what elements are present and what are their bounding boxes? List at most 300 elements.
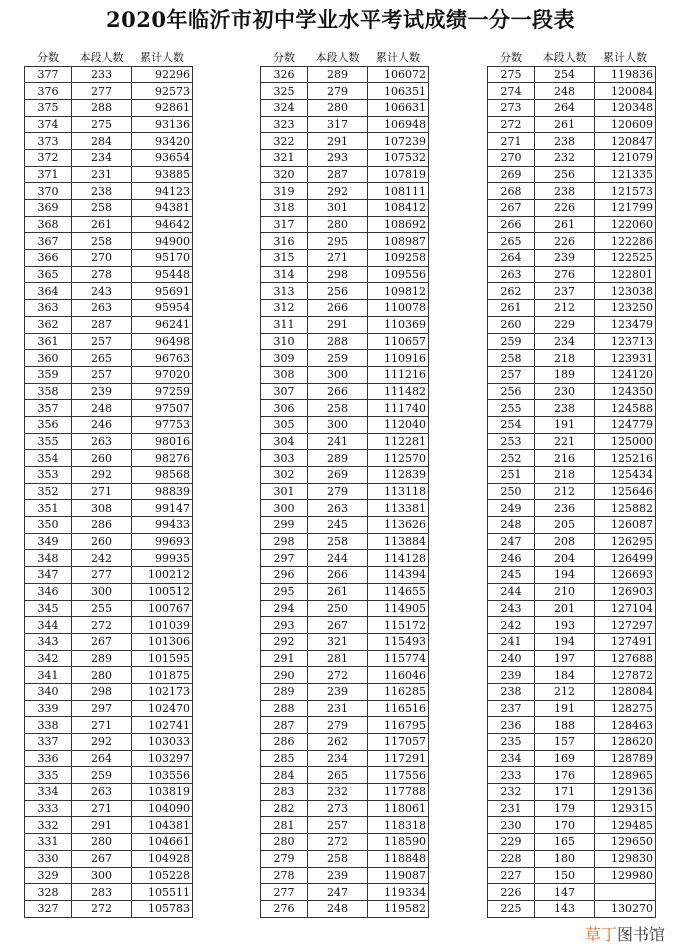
table-row bbox=[261, 467, 429, 484]
cell-score: 296 bbox=[261, 567, 308, 584]
cell-segment-count: 272 bbox=[72, 900, 132, 917]
table-row bbox=[261, 450, 429, 467]
cell-cumulative-count bbox=[595, 884, 656, 901]
header-segment-count: 本段人数 bbox=[542, 51, 587, 65]
page-title: 2020年临沂市初中学业水平考试成绩一分一段表 bbox=[106, 7, 575, 32]
cell-cumulative-count: 125434 bbox=[595, 467, 656, 484]
cell-score: 367 bbox=[25, 233, 72, 250]
cell-segment-count: 243 bbox=[72, 283, 132, 300]
table-row bbox=[261, 583, 429, 600]
cell-segment-count: 265 bbox=[308, 767, 368, 784]
table-row bbox=[488, 433, 656, 450]
cell-score: 239 bbox=[488, 667, 535, 684]
cell-score: 244 bbox=[488, 583, 535, 600]
cell-cumulative-count: 102741 bbox=[132, 717, 193, 734]
cell-score: 326 bbox=[261, 66, 308, 83]
cell-segment-count: 272 bbox=[72, 617, 132, 634]
cell-cumulative-count: 103556 bbox=[132, 767, 193, 784]
cell-cumulative-count: 93136 bbox=[132, 116, 193, 133]
header-cumulative-count: 累计人数 bbox=[140, 51, 184, 65]
table-row bbox=[261, 884, 429, 901]
table-row bbox=[261, 99, 429, 116]
table-row bbox=[261, 433, 429, 450]
cell-score: 350 bbox=[25, 517, 72, 534]
table-row bbox=[25, 116, 193, 133]
cell-cumulative-count: 118061 bbox=[368, 800, 429, 817]
cell-cumulative-count: 117057 bbox=[368, 734, 429, 751]
cell-segment-count: 238 bbox=[535, 400, 595, 417]
cell-cumulative-count: 102173 bbox=[132, 683, 193, 700]
cell-cumulative-count: 124588 bbox=[595, 400, 656, 417]
cell-score: 329 bbox=[25, 867, 72, 884]
cell-cumulative-count: 118590 bbox=[368, 834, 429, 851]
cell-cumulative-count: 128620 bbox=[595, 734, 656, 751]
cell-score: 336 bbox=[25, 750, 72, 767]
cell-cumulative-count: 123038 bbox=[595, 283, 656, 300]
table-row bbox=[261, 116, 429, 133]
cell-cumulative-count: 127872 bbox=[595, 667, 656, 684]
cell-cumulative-count: 104381 bbox=[132, 817, 193, 834]
cell-cumulative-count: 117291 bbox=[368, 750, 429, 767]
score-table-1 bbox=[24, 50, 193, 918]
cell-cumulative-count: 118848 bbox=[368, 850, 429, 867]
cell-score: 302 bbox=[261, 467, 308, 484]
cell-segment-count: 254 bbox=[535, 66, 595, 83]
table-row bbox=[261, 266, 429, 283]
cell-cumulative-count: 129136 bbox=[595, 784, 656, 801]
table-row bbox=[261, 900, 429, 917]
cell-segment-count: 179 bbox=[535, 800, 595, 817]
score-table-3 bbox=[487, 50, 656, 918]
cell-segment-count: 279 bbox=[308, 483, 368, 500]
cell-score: 362 bbox=[25, 316, 72, 333]
table-row bbox=[25, 216, 193, 233]
cell-cumulative-count: 94381 bbox=[132, 200, 193, 217]
cell-score: 230 bbox=[488, 817, 535, 834]
cell-segment-count: 267 bbox=[72, 850, 132, 867]
cell-score: 243 bbox=[488, 600, 535, 617]
cell-score: 293 bbox=[261, 617, 308, 634]
cell-segment-count: 212 bbox=[535, 300, 595, 317]
cell-segment-count: 197 bbox=[535, 650, 595, 667]
cell-cumulative-count: 93654 bbox=[132, 149, 193, 166]
cell-cumulative-count: 97507 bbox=[132, 400, 193, 417]
cell-score: 319 bbox=[261, 183, 308, 200]
table-row bbox=[25, 667, 193, 684]
cell-segment-count: 267 bbox=[72, 633, 132, 650]
table-row bbox=[25, 250, 193, 267]
table-row bbox=[488, 867, 656, 884]
table-row bbox=[261, 800, 429, 817]
table-row bbox=[488, 834, 656, 851]
cell-segment-count: 242 bbox=[72, 550, 132, 567]
table-row bbox=[488, 350, 656, 367]
cell-score: 333 bbox=[25, 800, 72, 817]
cell-cumulative-count: 123479 bbox=[595, 316, 656, 333]
cell-segment-count: 300 bbox=[72, 583, 132, 600]
cell-score: 305 bbox=[261, 416, 308, 433]
cell-cumulative-count: 124779 bbox=[595, 416, 656, 433]
cell-segment-count: 258 bbox=[308, 850, 368, 867]
cell-score: 236 bbox=[488, 717, 535, 734]
cell-segment-count: 189 bbox=[535, 366, 595, 383]
table-row bbox=[25, 133, 193, 150]
cell-score: 232 bbox=[488, 784, 535, 801]
table-row bbox=[261, 149, 429, 166]
cell-cumulative-count: 128965 bbox=[595, 767, 656, 784]
cell-score: 289 bbox=[261, 683, 308, 700]
cell-segment-count: 170 bbox=[535, 817, 595, 834]
table-row bbox=[488, 800, 656, 817]
cell-segment-count: 258 bbox=[308, 400, 368, 417]
table-row bbox=[488, 383, 656, 400]
cell-segment-count: 262 bbox=[308, 734, 368, 751]
cell-cumulative-count: 126499 bbox=[595, 550, 656, 567]
cell-score: 274 bbox=[488, 83, 535, 100]
table-row bbox=[25, 450, 193, 467]
cell-segment-count: 150 bbox=[535, 867, 595, 884]
table-row bbox=[488, 366, 656, 383]
cell-cumulative-count: 96498 bbox=[132, 333, 193, 350]
cell-score: 361 bbox=[25, 333, 72, 350]
cell-segment-count: 292 bbox=[72, 734, 132, 751]
cell-segment-count: 283 bbox=[72, 884, 132, 901]
cell-segment-count: 188 bbox=[535, 717, 595, 734]
cell-segment-count: 298 bbox=[308, 266, 368, 283]
cell-segment-count: 229 bbox=[535, 316, 595, 333]
table-row bbox=[488, 250, 656, 267]
cell-cumulative-count: 128275 bbox=[595, 700, 656, 717]
header-cumulative-count: 累计人数 bbox=[603, 51, 647, 65]
cell-cumulative-count: 98839 bbox=[132, 483, 193, 500]
cell-segment-count: 180 bbox=[535, 850, 595, 867]
cell-segment-count: 288 bbox=[308, 333, 368, 350]
table-row bbox=[25, 183, 193, 200]
table-row bbox=[488, 700, 656, 717]
cell-cumulative-count: 116046 bbox=[368, 667, 429, 684]
cell-segment-count: 292 bbox=[72, 467, 132, 484]
cell-score: 341 bbox=[25, 667, 72, 684]
table-row bbox=[488, 633, 656, 650]
watermark-logo bbox=[583, 922, 667, 945]
cell-score: 287 bbox=[261, 717, 308, 734]
cell-segment-count: 273 bbox=[308, 800, 368, 817]
table-row bbox=[25, 717, 193, 734]
cell-segment-count: 256 bbox=[535, 166, 595, 183]
cell-cumulative-count: 106351 bbox=[368, 83, 429, 100]
cell-cumulative-count: 102470 bbox=[132, 700, 193, 717]
cell-segment-count: 231 bbox=[72, 166, 132, 183]
cell-cumulative-count: 128463 bbox=[595, 717, 656, 734]
cell-score: 238 bbox=[488, 683, 535, 700]
cell-segment-count: 212 bbox=[535, 683, 595, 700]
cell-segment-count: 239 bbox=[535, 250, 595, 267]
table-row bbox=[488, 683, 656, 700]
table-row bbox=[25, 316, 193, 333]
cell-segment-count: 260 bbox=[72, 533, 132, 550]
cell-segment-count: 143 bbox=[535, 900, 595, 917]
cell-cumulative-count: 99433 bbox=[132, 517, 193, 534]
cell-segment-count: 301 bbox=[308, 200, 368, 217]
cell-segment-count: 201 bbox=[535, 600, 595, 617]
cell-score: 283 bbox=[261, 784, 308, 801]
cell-score: 294 bbox=[261, 600, 308, 617]
cell-score: 306 bbox=[261, 400, 308, 417]
table-row bbox=[488, 617, 656, 634]
cell-score: 351 bbox=[25, 500, 72, 517]
cell-cumulative-count: 126087 bbox=[595, 517, 656, 534]
cell-segment-count: 261 bbox=[535, 116, 595, 133]
cell-cumulative-count: 101306 bbox=[132, 633, 193, 650]
table-row bbox=[25, 683, 193, 700]
cell-segment-count: 292 bbox=[308, 183, 368, 200]
cell-cumulative-count: 112281 bbox=[368, 433, 429, 450]
cell-cumulative-count: 99935 bbox=[132, 550, 193, 567]
cell-segment-count: 291 bbox=[308, 133, 368, 150]
table-row bbox=[25, 416, 193, 433]
table-row bbox=[488, 266, 656, 283]
score-table-2 bbox=[260, 50, 429, 918]
table-row bbox=[25, 850, 193, 867]
cell-score: 300 bbox=[261, 500, 308, 517]
cell-segment-count: 204 bbox=[535, 550, 595, 567]
cell-cumulative-count: 116516 bbox=[368, 700, 429, 717]
cell-cumulative-count: 125216 bbox=[595, 450, 656, 467]
cell-score: 299 bbox=[261, 517, 308, 534]
cell-cumulative-count: 106631 bbox=[368, 99, 429, 116]
cell-cumulative-count: 120847 bbox=[595, 133, 656, 150]
cell-score: 234 bbox=[488, 750, 535, 767]
table-row bbox=[488, 884, 656, 901]
cell-segment-count: 271 bbox=[72, 483, 132, 500]
cell-segment-count: 293 bbox=[308, 149, 368, 166]
cell-cumulative-count: 108987 bbox=[368, 233, 429, 250]
cell-cumulative-count: 97753 bbox=[132, 416, 193, 433]
table-row bbox=[25, 767, 193, 784]
table-row bbox=[25, 333, 193, 350]
table-row bbox=[261, 784, 429, 801]
table-row bbox=[261, 400, 429, 417]
cell-score: 286 bbox=[261, 734, 308, 751]
table-row bbox=[488, 450, 656, 467]
cell-segment-count: 245 bbox=[308, 517, 368, 534]
table-row bbox=[488, 817, 656, 834]
cell-cumulative-count: 126295 bbox=[595, 533, 656, 550]
table-row bbox=[488, 784, 656, 801]
table-row bbox=[488, 734, 656, 751]
cell-segment-count: 266 bbox=[308, 300, 368, 317]
cell-segment-count: 269 bbox=[308, 467, 368, 484]
cell-segment-count: 259 bbox=[308, 350, 368, 367]
table-row bbox=[25, 900, 193, 917]
cell-segment-count: 317 bbox=[308, 116, 368, 133]
table-row bbox=[25, 166, 193, 183]
cell-score: 266 bbox=[488, 216, 535, 233]
table-row bbox=[261, 650, 429, 667]
cell-cumulative-count: 94123 bbox=[132, 183, 193, 200]
cell-segment-count: 226 bbox=[535, 233, 595, 250]
cell-score: 298 bbox=[261, 533, 308, 550]
table-row bbox=[488, 99, 656, 116]
cell-cumulative-count: 106072 bbox=[368, 66, 429, 83]
cell-score: 284 bbox=[261, 767, 308, 784]
cell-score: 356 bbox=[25, 416, 72, 433]
cell-segment-count: 230 bbox=[535, 383, 595, 400]
cell-score: 323 bbox=[261, 116, 308, 133]
table-row bbox=[25, 550, 193, 567]
cell-score: 249 bbox=[488, 500, 535, 517]
cell-score: 316 bbox=[261, 233, 308, 250]
cell-segment-count: 239 bbox=[308, 683, 368, 700]
header-cumulative-count: 累计人数 bbox=[376, 51, 420, 65]
cell-score: 324 bbox=[261, 99, 308, 116]
cell-cumulative-count: 114394 bbox=[368, 567, 429, 584]
cell-segment-count: 212 bbox=[535, 483, 595, 500]
cell-score: 374 bbox=[25, 116, 72, 133]
cell-score: 330 bbox=[25, 850, 72, 867]
cell-score: 258 bbox=[488, 350, 535, 367]
cell-score: 261 bbox=[488, 300, 535, 317]
table-row bbox=[25, 633, 193, 650]
cell-score: 272 bbox=[488, 116, 535, 133]
cell-score: 315 bbox=[261, 250, 308, 267]
cell-score: 358 bbox=[25, 383, 72, 400]
table-row bbox=[261, 350, 429, 367]
cell-cumulative-count: 114905 bbox=[368, 600, 429, 617]
cell-segment-count: 157 bbox=[535, 734, 595, 751]
cell-segment-count: 191 bbox=[535, 416, 595, 433]
table-row bbox=[261, 717, 429, 734]
cell-score: 360 bbox=[25, 350, 72, 367]
table-row bbox=[261, 133, 429, 150]
cell-cumulative-count: 121799 bbox=[595, 200, 656, 217]
cell-segment-count: 256 bbox=[308, 283, 368, 300]
table-row bbox=[25, 99, 193, 116]
table-row bbox=[261, 517, 429, 534]
table-row bbox=[261, 216, 429, 233]
table-row bbox=[25, 366, 193, 383]
table-row bbox=[25, 66, 193, 83]
cell-segment-count: 221 bbox=[535, 433, 595, 450]
cell-segment-count: 250 bbox=[308, 600, 368, 617]
cell-segment-count: 289 bbox=[72, 650, 132, 667]
cell-score: 245 bbox=[488, 567, 535, 584]
cell-segment-count: 238 bbox=[535, 133, 595, 150]
cell-score: 304 bbox=[261, 433, 308, 450]
table-row bbox=[261, 834, 429, 851]
table-row bbox=[25, 750, 193, 767]
table-row bbox=[488, 316, 656, 333]
cell-segment-count: 284 bbox=[72, 133, 132, 150]
cell-score: 338 bbox=[25, 717, 72, 734]
cell-segment-count: 238 bbox=[72, 183, 132, 200]
cell-cumulative-count: 128789 bbox=[595, 750, 656, 767]
cell-score: 277 bbox=[261, 884, 308, 901]
cell-segment-count: 261 bbox=[308, 583, 368, 600]
cell-score: 375 bbox=[25, 99, 72, 116]
cell-cumulative-count: 123931 bbox=[595, 350, 656, 367]
cell-score: 327 bbox=[25, 900, 72, 917]
cell-cumulative-count: 92573 bbox=[132, 83, 193, 100]
cell-score: 322 bbox=[261, 133, 308, 150]
table-row bbox=[25, 83, 193, 100]
cell-segment-count: 165 bbox=[535, 834, 595, 851]
cell-segment-count: 279 bbox=[308, 717, 368, 734]
cell-segment-count: 280 bbox=[308, 99, 368, 116]
cell-score: 253 bbox=[488, 433, 535, 450]
cell-cumulative-count: 126903 bbox=[595, 583, 656, 600]
cell-score: 303 bbox=[261, 450, 308, 467]
cell-cumulative-count: 129315 bbox=[595, 800, 656, 817]
cell-score: 264 bbox=[488, 250, 535, 267]
cell-score: 226 bbox=[488, 884, 535, 901]
cell-cumulative-count: 100767 bbox=[132, 600, 193, 617]
cell-score: 285 bbox=[261, 750, 308, 767]
cell-segment-count: 263 bbox=[308, 500, 368, 517]
table-row bbox=[261, 750, 429, 767]
cell-segment-count: 263 bbox=[72, 433, 132, 450]
table-row bbox=[261, 83, 429, 100]
cell-segment-count: 210 bbox=[535, 583, 595, 600]
cell-score: 359 bbox=[25, 366, 72, 383]
cell-score: 349 bbox=[25, 533, 72, 550]
table-row bbox=[25, 483, 193, 500]
table-row bbox=[25, 834, 193, 851]
cell-score: 343 bbox=[25, 633, 72, 650]
table-row bbox=[261, 600, 429, 617]
cell-segment-count: 218 bbox=[535, 467, 595, 484]
cell-score: 307 bbox=[261, 383, 308, 400]
table-row bbox=[261, 617, 429, 634]
table-row bbox=[25, 350, 193, 367]
cell-score: 282 bbox=[261, 800, 308, 817]
table-row bbox=[488, 900, 656, 917]
cell-cumulative-count: 97020 bbox=[132, 366, 193, 383]
cell-segment-count: 261 bbox=[535, 216, 595, 233]
cell-segment-count: 271 bbox=[72, 717, 132, 734]
cell-segment-count: 295 bbox=[308, 233, 368, 250]
cell-cumulative-count: 119087 bbox=[368, 867, 429, 884]
table-row bbox=[261, 533, 429, 550]
cell-cumulative-count: 95170 bbox=[132, 250, 193, 267]
cell-score: 251 bbox=[488, 467, 535, 484]
table-row bbox=[261, 867, 429, 884]
cell-cumulative-count: 108692 bbox=[368, 216, 429, 233]
table-row bbox=[488, 333, 656, 350]
table-row bbox=[25, 617, 193, 634]
cell-segment-count: 248 bbox=[535, 83, 595, 100]
table-row bbox=[488, 400, 656, 417]
cell-segment-count: 308 bbox=[72, 500, 132, 517]
table-row bbox=[488, 483, 656, 500]
table-row bbox=[25, 600, 193, 617]
cell-score: 267 bbox=[488, 200, 535, 217]
table-row bbox=[25, 567, 193, 584]
table-row bbox=[261, 483, 429, 500]
table-row bbox=[25, 700, 193, 717]
cell-score: 313 bbox=[261, 283, 308, 300]
cell-cumulative-count: 127104 bbox=[595, 600, 656, 617]
cell-segment-count: 232 bbox=[308, 784, 368, 801]
cell-score: 248 bbox=[488, 517, 535, 534]
table-row bbox=[25, 500, 193, 517]
cell-score: 332 bbox=[25, 817, 72, 834]
cell-score: 290 bbox=[261, 667, 308, 684]
table-row bbox=[261, 700, 429, 717]
table-row bbox=[261, 166, 429, 183]
cell-score: 321 bbox=[261, 149, 308, 166]
cell-segment-count: 208 bbox=[535, 533, 595, 550]
